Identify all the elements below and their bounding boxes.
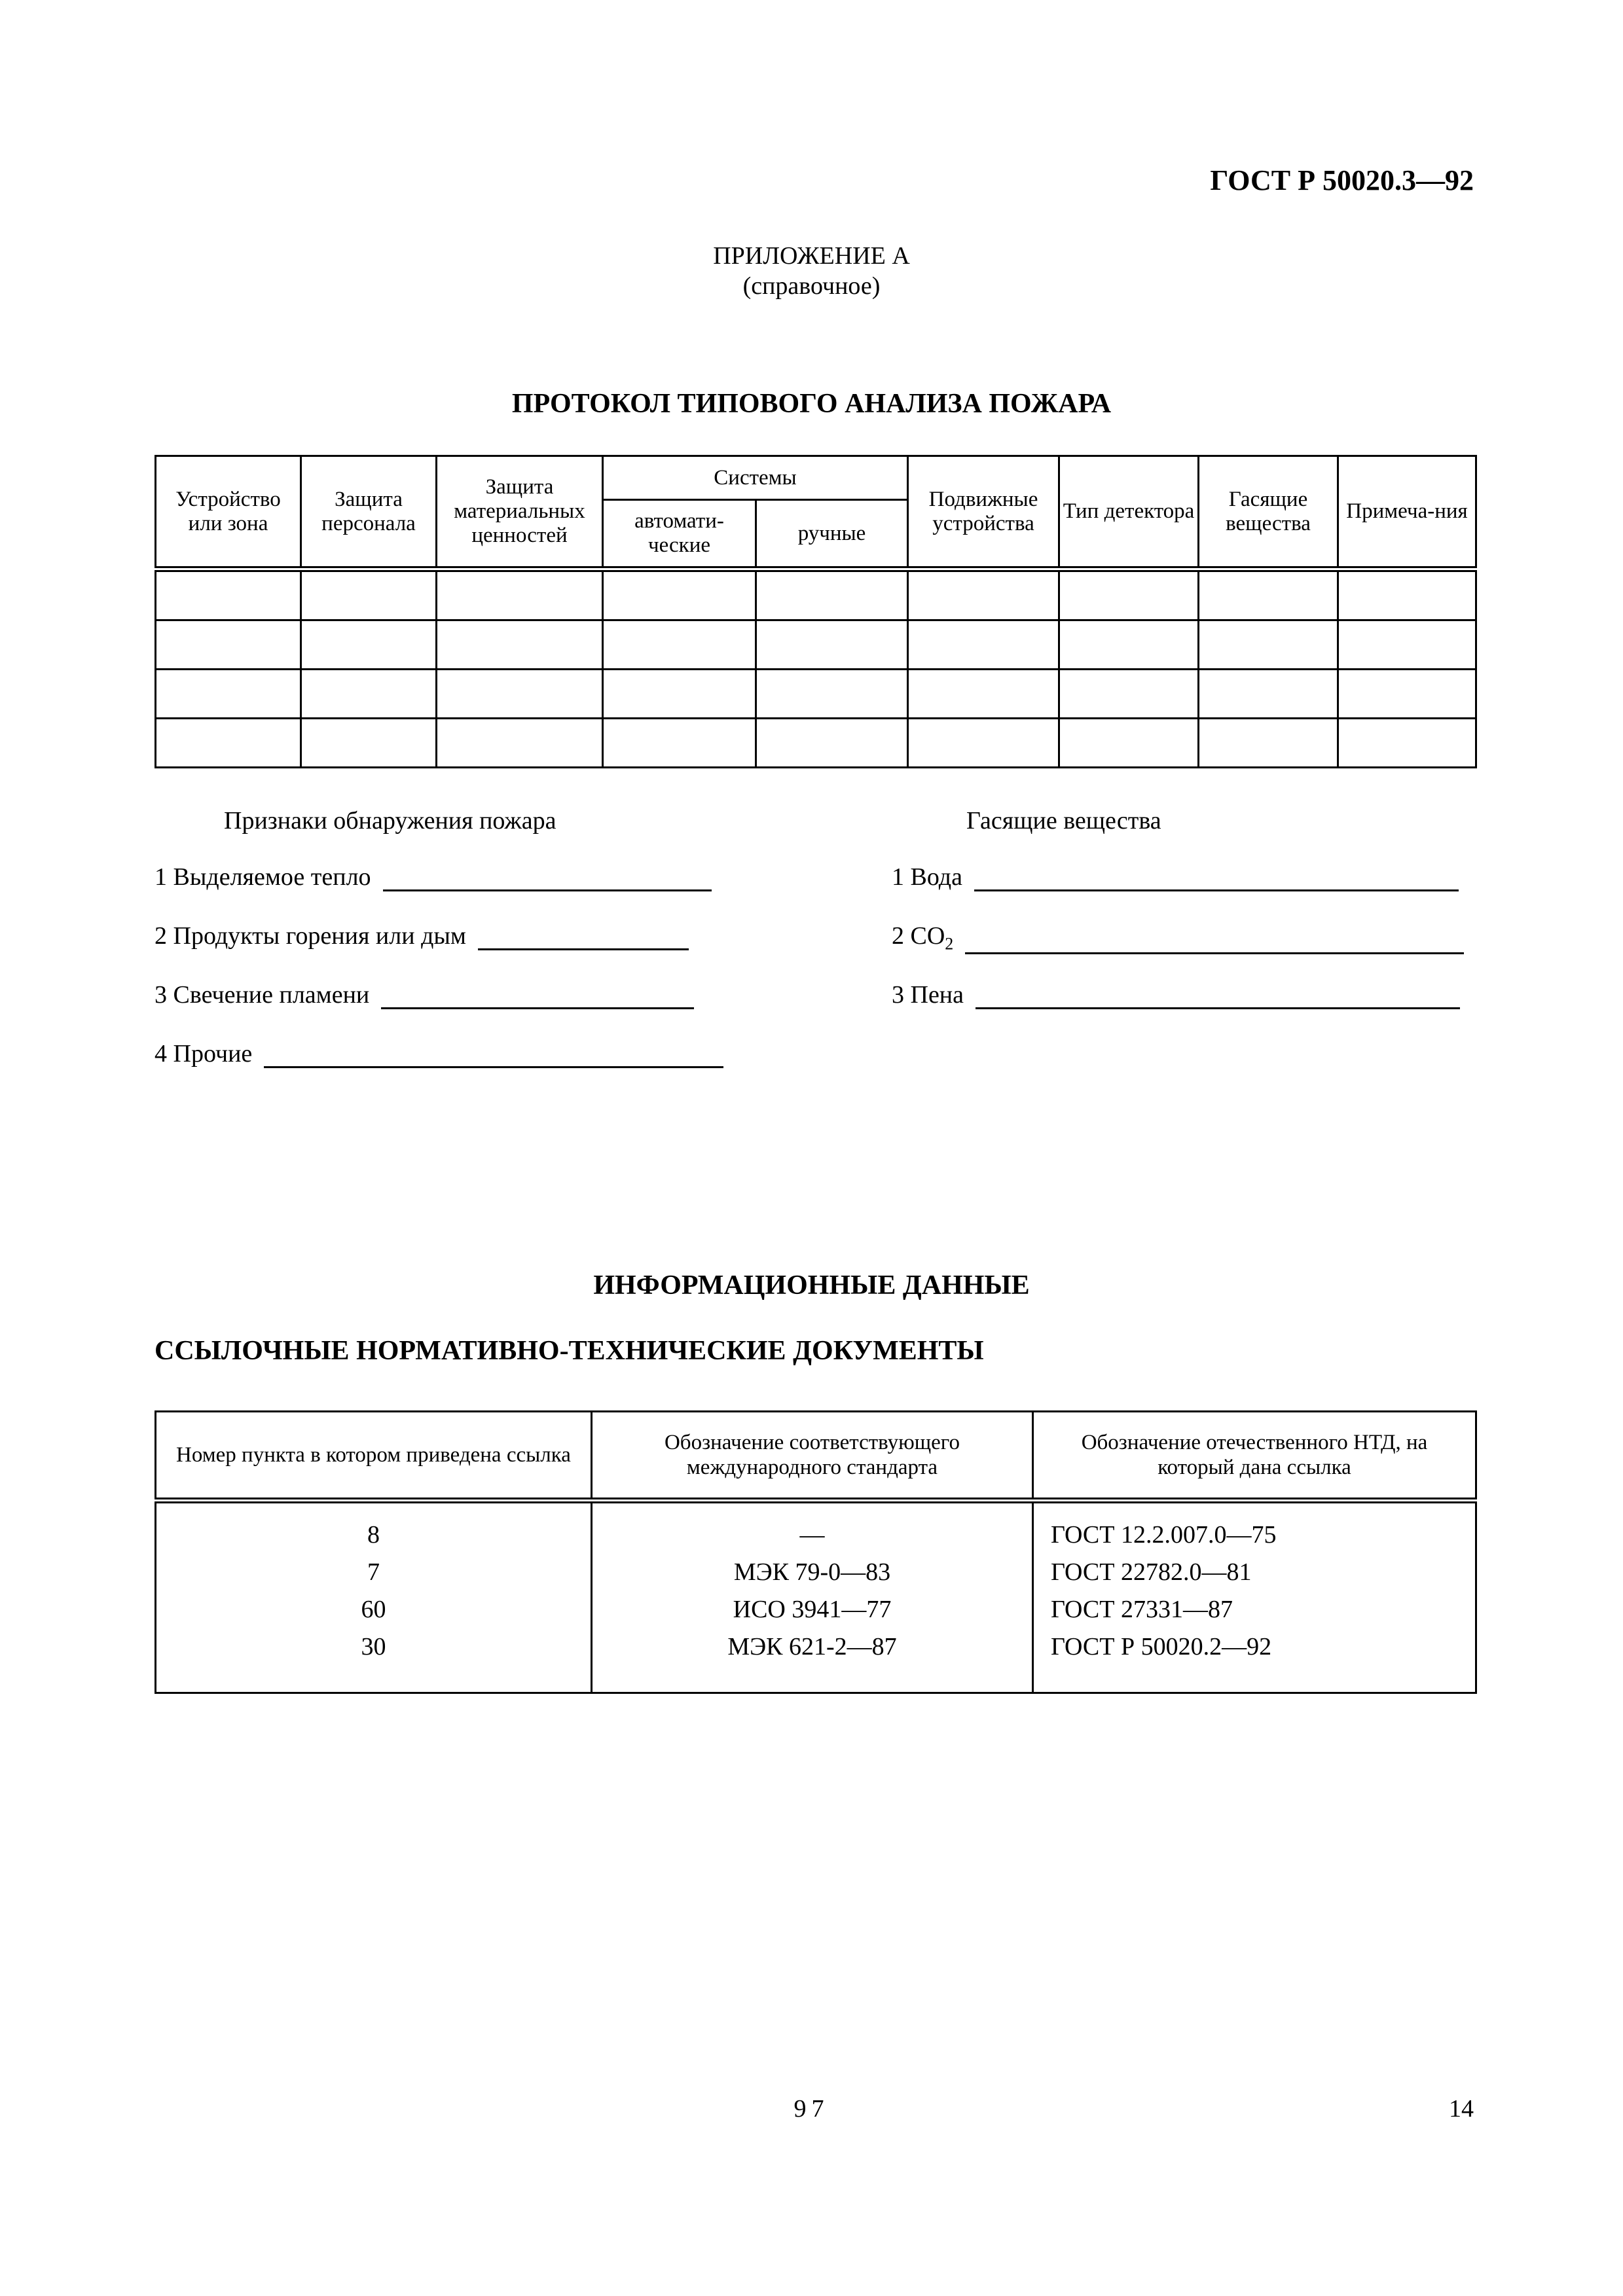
annex-title: ПРИЛОЖЕНИЕ А xyxy=(713,242,910,270)
protocol-cell xyxy=(756,569,908,620)
refs-entry: ГОСТ Р 50020.2—92 xyxy=(1051,1633,1272,1660)
protocol-title: ПРОТОКОЛ ТИПОВОГО АНАЛИЗА ПОЖАРА xyxy=(511,389,1112,419)
col-device: Устройство или зона xyxy=(156,456,301,569)
refs-entry: ИСО 3941—77 xyxy=(733,1596,892,1623)
protocol-cell xyxy=(156,670,301,719)
extinguishing-item xyxy=(892,980,1460,1009)
refs-clause-cell xyxy=(156,1501,592,1693)
col-automatic: автомати-ческие xyxy=(603,500,756,569)
refs-title: ССЫЛОЧНЫЕ НОРМАТИВНО-ТЕХНИЧЕСКИЕ ДОКУМЕНТЫ xyxy=(155,1336,984,1366)
extinguishing-item-label: 1 Вода xyxy=(892,863,962,891)
protocol-cell xyxy=(1338,620,1476,670)
info-title: ИНФОРМАЦИОННЫЕ ДАННЫЕ xyxy=(593,1270,1030,1300)
detection-item-label: 4 Прочие xyxy=(155,1040,253,1067)
refs-entry: 7 xyxy=(367,1558,380,1586)
protocol-cell xyxy=(908,719,1059,768)
protocol-cell xyxy=(156,719,301,768)
extinguishing-item-label: 3 Пена xyxy=(892,981,964,1009)
protocol-cell xyxy=(908,670,1059,719)
refs-col-clause: Номер пункта в котором приведена ссылка xyxy=(156,1412,592,1501)
refs-col-national-doc: Обозначение отечественного НТД, на который дана ссылка xyxy=(1033,1412,1476,1501)
protocol-cell xyxy=(1199,569,1338,620)
protocol-cell xyxy=(1059,670,1199,719)
protocol-table-body xyxy=(156,569,1476,768)
protocol-cell xyxy=(437,719,603,768)
protocol-cell xyxy=(301,719,437,768)
detection-item-label: 1 Выделяемое тепло xyxy=(155,863,371,891)
protocol-cell xyxy=(756,670,908,719)
protocol-cell xyxy=(301,670,437,719)
refs-entry: — xyxy=(799,1521,825,1549)
document-code: ГОСТ Р 50020.3—92 xyxy=(1210,164,1474,196)
protocol-row xyxy=(156,719,1476,768)
col-personnel: Защита персонала xyxy=(301,456,437,569)
references-table xyxy=(155,1410,1477,1694)
protocol-cell xyxy=(156,620,301,670)
protocol-cell xyxy=(156,569,301,620)
refs-entry: 8 xyxy=(367,1521,380,1549)
col-systems: Системы xyxy=(603,456,908,500)
page-number: 97 xyxy=(793,2095,830,2123)
col-manual: ручные xyxy=(756,500,908,569)
detection-item xyxy=(155,980,694,1009)
protocol-cell xyxy=(908,569,1059,620)
annex-subtitle: (справочное) xyxy=(742,272,881,300)
protocol-cell xyxy=(1059,719,1199,768)
annex-heading xyxy=(0,241,1623,301)
detection-item-label: 3 Свечение пламени xyxy=(155,981,370,1009)
refs-national-cell xyxy=(1033,1501,1476,1693)
extinguishing-item-label: 2 $CO_2$ xyxy=(892,922,954,954)
refs-entry: ГОСТ 22782.0—81 xyxy=(1051,1558,1252,1586)
protocol-cell xyxy=(301,620,437,670)
protocol-row xyxy=(156,569,1476,620)
protocol-table xyxy=(155,455,1477,768)
protocol-row xyxy=(156,670,1476,719)
protocol-cell xyxy=(603,569,756,620)
protocol-cell xyxy=(603,620,756,670)
col-agents: Гасящие вещества xyxy=(1199,456,1338,569)
protocol-cell xyxy=(301,569,437,620)
sheet-number: 14 xyxy=(1449,2095,1474,2123)
refs-entry: МЭК 79-0—83 xyxy=(733,1558,891,1586)
protocol-cell xyxy=(756,719,908,768)
protocol-cell xyxy=(1059,620,1199,670)
protocol-cell xyxy=(1338,719,1476,768)
protocol-cell xyxy=(1059,569,1199,620)
protocol-cell xyxy=(1338,569,1476,620)
col-notes: Примеча-ния xyxy=(1338,456,1476,569)
protocol-cell xyxy=(603,670,756,719)
refs-entry: ГОСТ 27331—87 xyxy=(1051,1596,1233,1623)
refs-col-intl-standard: Обозначение соответствующего международного стандарта xyxy=(592,1412,1033,1501)
protocol-cell xyxy=(756,620,908,670)
detection-item xyxy=(155,1039,723,1068)
protocol-cell xyxy=(437,620,603,670)
protocol-cell xyxy=(1199,620,1338,670)
extinguishing-item xyxy=(892,922,1464,954)
protocol-cell xyxy=(1338,670,1476,719)
col-property: Защита материальных ценностей xyxy=(437,456,603,569)
protocol-cell xyxy=(437,670,603,719)
extinguishing-item xyxy=(892,863,1459,891)
protocol-cell xyxy=(908,620,1059,670)
col-mobile: Подвижные устройства xyxy=(908,456,1059,569)
refs-entry: 60 xyxy=(361,1596,386,1623)
col-detector: Тип детектора xyxy=(1059,456,1199,569)
detection-item xyxy=(155,863,712,891)
refs-intl-cell xyxy=(592,1501,1033,1693)
refs-entry: МЭК 621-2—87 xyxy=(727,1633,897,1660)
protocol-cell xyxy=(1199,670,1338,719)
detection-title: Признаки обнаружения пожара xyxy=(224,807,556,834)
refs-entry: 30 xyxy=(361,1633,386,1660)
protocol-cell xyxy=(1199,719,1338,768)
protocol-cell xyxy=(603,719,756,768)
detection-item xyxy=(155,922,689,950)
protocol-row xyxy=(156,620,1476,670)
protocol-cell xyxy=(437,569,603,620)
refs-entry: ГОСТ 12.2.007.0—75 xyxy=(1051,1521,1277,1549)
detection-item-label: 2 Продукты горения или дым xyxy=(155,922,466,950)
extinguishing-title: Гасящие вещества xyxy=(966,807,1161,834)
